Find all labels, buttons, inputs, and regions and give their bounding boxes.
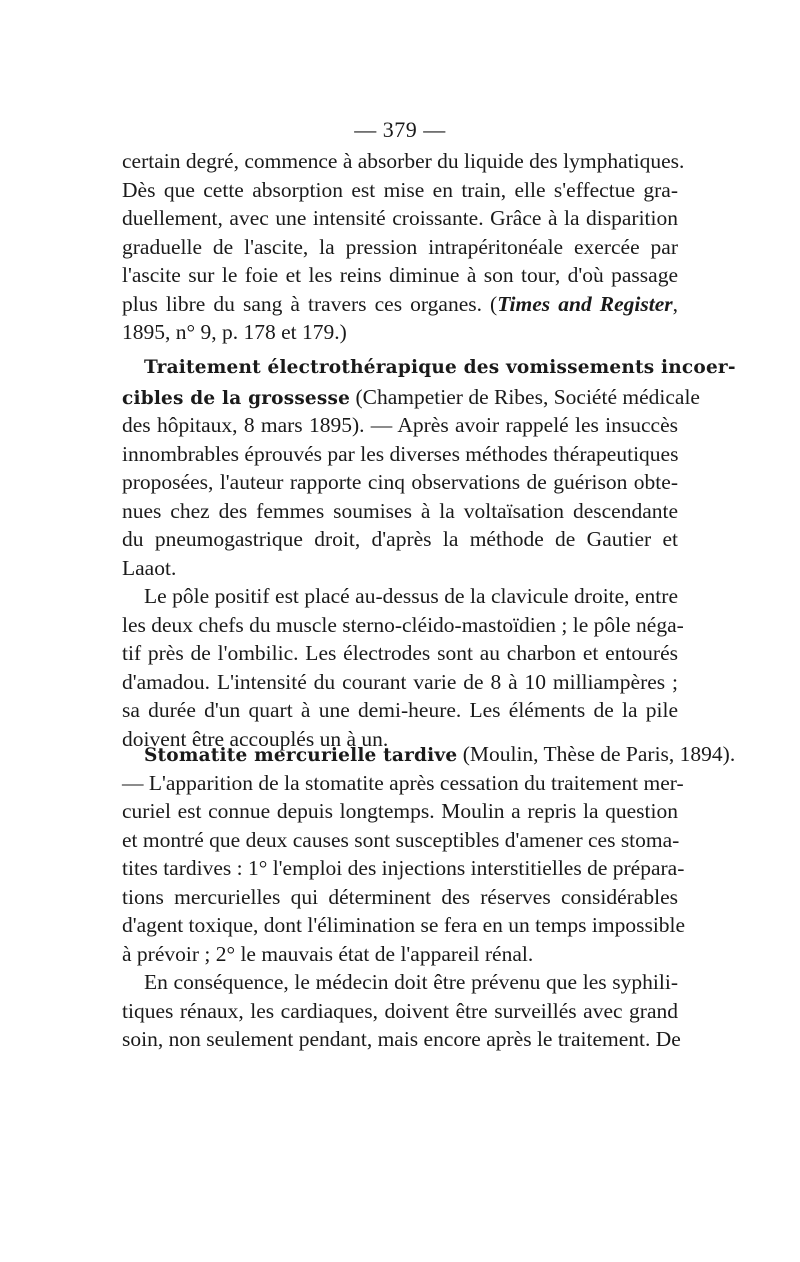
text-line: — L'apparition de la stomatite après cessation du traitement mer- <box>122 770 684 795</box>
text-line: nues chez des femmes soumises à la voltaïsation descendante <box>122 498 678 523</box>
citation-prefix: plus libre du sang à travers ces organes. ( <box>122 291 498 316</box>
text-line: soin, non seulement pendant, mais encore après le traitement. De <box>122 1027 681 1051</box>
text-line: l'ascite sur le foie et les reins diminue à son tour, d'où passage <box>122 263 678 287</box>
text-line-citation <box>122 290 678 319</box>
text-line: certain degré, commence à absorber du liquide des lymphatiques. <box>122 149 685 173</box>
text-line: tif près de l'ombilic. Les électrodes sont au charbon et entourés <box>122 641 678 665</box>
text-line: d'amadou. L'intensité du courant varie de 8 à 10 milliampères ; <box>122 669 678 694</box>
text-line: Laaot. <box>122 555 177 580</box>
text-line: à prévoir ; 2° le mauvais état de l'appareil rénal. <box>122 941 534 966</box>
text-line: tites tardives : 1° l'emploi des injections interstitielles de prépara- <box>122 856 685 880</box>
citation-comma: , <box>672 291 678 316</box>
text-line: Dès que cette absorption est mise en train, elle s'effectue gra- <box>122 177 678 202</box>
text-line: 1895, n° 9, p. 178 et 179.) <box>122 320 347 344</box>
journal-title: Times and Register <box>497 291 673 316</box>
text-line: d'agent toxique, dont l'élimination se fera en un temps impossible <box>122 913 686 937</box>
text-line: sa durée d'un quart à une demi-heure. Les éléments de la pile <box>122 698 678 722</box>
heading-source: (Moulin, Thèse de Paris, 1894). <box>457 742 736 766</box>
section-heading-continued: cibles de la grossesse <box>122 387 351 409</box>
text-line: duellement, avec une intensité croissante. Grâce à la disparition <box>122 206 678 230</box>
text-line: proposées, l'auteur rapporte cinq observations de guérison obte- <box>122 470 678 494</box>
text-line: tiques rénaux, les cardiaques, doivent être surveillés avec grand <box>122 998 678 1023</box>
section-heading: Stomatite mercurielle tardive <box>144 745 458 766</box>
text-line: graduelle de l'ascite, la pression intrapéritonéale exercée par <box>122 234 678 259</box>
text-line: doivent être accouplés un à un. <box>122 726 389 751</box>
text-line: tions mercurielles qui déterminent des réserves considérables <box>122 884 678 909</box>
text-line: En conséquence, le médecin doit être prévenu que les syphili- <box>144 970 678 994</box>
text-line: du pneumogastrique droit, d'après la méthode de Gautier et <box>122 527 678 551</box>
text-line: curiel est connue depuis longtemps. Moulin a repris la question <box>122 799 678 823</box>
text-line-heading-continued <box>122 383 700 412</box>
section-heading: Traitement électrothérapique des vomissements incoer- <box>144 357 736 378</box>
text-line: et montré que deux causes sont susceptibles d'amener ces stoma- <box>122 827 680 852</box>
text-line: des hôpitaux, 8 mars 1895). — Après avoir rappelé les insuccès <box>122 413 678 437</box>
paragraph-ascite <box>122 147 685 347</box>
section-electrotherapie <box>122 354 736 753</box>
text-line: innombrables éprouvés par les diverses méthodes thérapeutiques <box>122 441 679 466</box>
section-stomatite <box>122 740 736 1054</box>
page-number: — 379 — <box>354 117 446 142</box>
text-line-heading <box>122 740 736 769</box>
heading-source: (Champetier de Ribes, Société médicale <box>350 384 700 409</box>
text-line: Le pôle positif est placé au-dessus de la clavicule droite, entre <box>144 584 678 608</box>
text-line: les deux chefs du muscle sterno-cléido-mastoïdien ; le pôle néga- <box>122 612 684 637</box>
